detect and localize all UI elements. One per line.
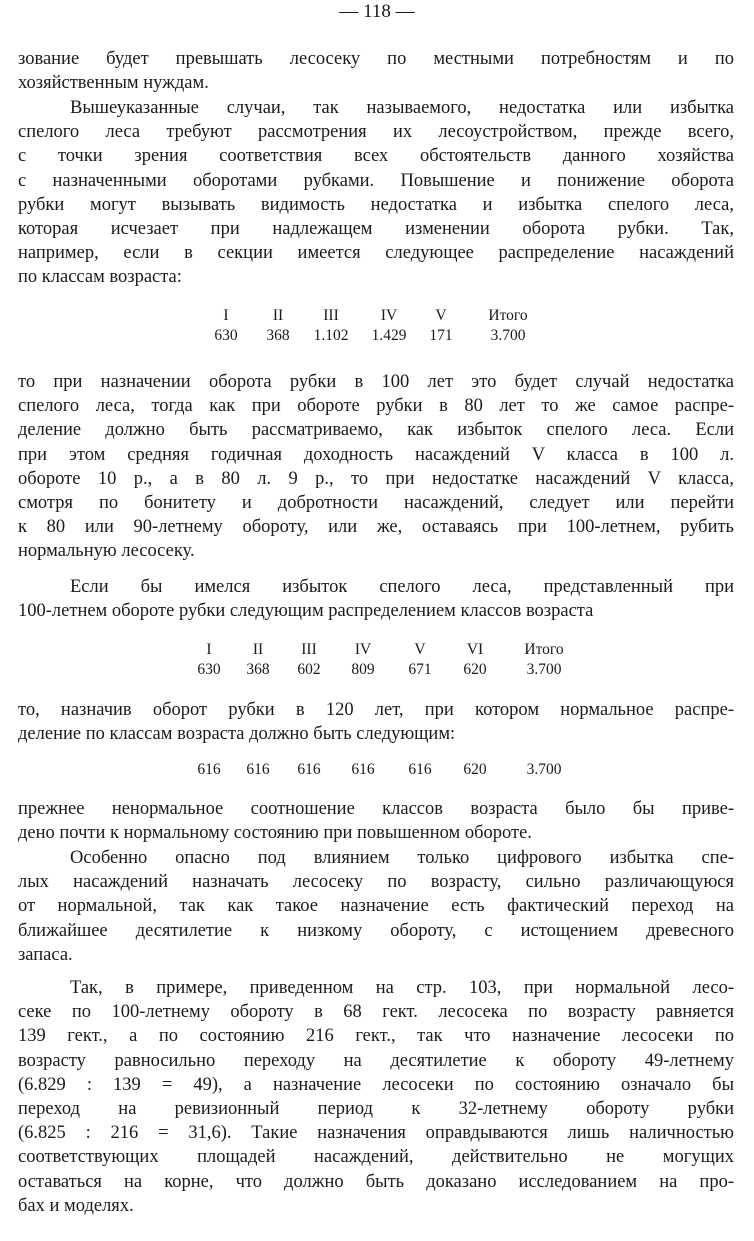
paragraph-4	[18, 575, 734, 623]
table-cell: IV	[354, 641, 372, 658]
table-cell: III	[323, 307, 339, 324]
table-cell: Итого	[524, 641, 564, 658]
text-line: с назначенными оборотами рубками. Повышение и понижение оборота	[18, 170, 734, 191]
paragraph-5	[18, 698, 734, 746]
table-row	[186, 760, 586, 780]
text-line: 100-летнем обороте рубки следующим распределением классов возраста	[18, 601, 594, 622]
table-cell: III	[301, 641, 317, 658]
table-cell: 616	[408, 761, 432, 778]
table-cell: I	[223, 307, 229, 324]
table-cell: 368	[266, 327, 290, 344]
table-cell: 630	[214, 327, 238, 344]
table-header-row	[200, 306, 554, 326]
text-line: то при назначении оборота рубки в 100 лет это будет случай недостатка	[18, 372, 734, 392]
text-line: оставаться на корне, что должно быть доказано исследованием на про-	[18, 1171, 734, 1192]
text-line: к 80 или 90-летнему обороту, или же, оставаясь при 100-летнем, рубить	[18, 517, 734, 538]
text-line: дено почти к нормальному состоянию при повышенном обороте.	[18, 823, 532, 844]
text-line: рубки могут вызывать видимость недостатка и избытка спелого леса,	[18, 194, 734, 215]
text-line: Так, в примере, приведенном на стр. 103, при нормальной лесо-	[70, 978, 734, 998]
age-class-table-1	[200, 306, 554, 346]
table-cell: 630	[197, 661, 221, 678]
text-line: например, если в секции имеется следующее распределение насаждений	[18, 243, 734, 264]
text-line: Вышеуказанные случаи, так называемого, недостатка или избытка	[70, 98, 734, 118]
table-cell: 616	[351, 761, 375, 778]
paragraph-7	[18, 846, 734, 967]
age-class-table-2	[186, 640, 586, 680]
paragraph-6	[18, 797, 734, 845]
table-cell: 3.700	[490, 327, 526, 344]
table-cell: 368	[246, 661, 270, 678]
text-line: то, назначив оборот рубки в 120 лет, при котором нормальное распре-	[18, 700, 734, 720]
table-cell: 1.102	[313, 327, 349, 344]
table-cell: IV	[380, 307, 398, 324]
table-row	[200, 326, 554, 346]
table-cell: V	[435, 307, 447, 324]
text-line: по классам возраста:	[18, 267, 182, 288]
table-cell: 620	[463, 661, 487, 678]
text-line: 139 гект., а по состоянию 216 гект., так что назначение лесосеки по	[18, 1026, 734, 1047]
text-line: обороте 10 р., а в 80 л. 9 р., то при недостатке насаждений V класса,	[18, 468, 734, 489]
table-cell: 620	[463, 761, 487, 778]
text-line: секе по 100-летнему обороту в 68 гект. лесосека по возрасту равняется	[18, 1002, 734, 1023]
table-cell: I	[206, 641, 212, 658]
text-line: переход на ревизионный период к 32-летнему обороту рубки	[18, 1099, 734, 1120]
text-line: деление должно быть рассматриваемо, как избыток спелого леса. Если	[18, 420, 734, 441]
table-cell: Итого	[488, 307, 528, 324]
text-line: нормальную лесосеку.	[18, 541, 195, 562]
table-row	[186, 660, 586, 680]
page-number: — 118 —	[339, 1, 415, 22]
table-cell: 3.700	[526, 661, 562, 678]
text-line: ближайшее десятилетие к низкому обороту, с истощением древесного	[18, 920, 734, 941]
paragraph-8	[18, 976, 734, 1218]
table-cell: 809	[351, 661, 375, 678]
text-line: соответствующих площадей насаждений, действительно не могущих	[18, 1147, 734, 1168]
text-line: Если бы имелся избыток спелого леса, представленный при	[70, 577, 734, 597]
text-line: спелого леса, тогда как при обороте рубки в 80 лет то же самое распре-	[18, 396, 734, 417]
text-line: прежнее ненормальное соотношение классов возраста было бы приве-	[18, 799, 734, 819]
table-cell: 671	[408, 661, 432, 678]
table-cell: II	[252, 641, 264, 658]
text-line: которая исчезает при надлежащем изменении оборота рубки. Так,	[18, 219, 734, 240]
text-line: Особенно опасно под влиянием только цифрового избытка спе-	[70, 848, 734, 868]
text-line: возрасту равносильно переходу на десятилетие к обороту 49-летнему	[18, 1050, 734, 1071]
text-line: лых насаждений назначать лесосеку по возрасту, сильно различающуюся	[18, 872, 734, 893]
paragraph-3	[18, 370, 734, 564]
text-line: смотря по бонитету и добротности насаждений, следует или перейти	[18, 493, 734, 514]
table-cell: 171	[429, 327, 453, 344]
text-line: зование будет превышать лесосеку по местными потребностям и по	[18, 49, 734, 69]
table-cell: 602	[297, 661, 321, 678]
text-line: с точки зрения соответствия всех обстоятельств данного хозяйства	[18, 146, 734, 167]
table-cell: 1.429	[371, 327, 407, 344]
table-cell: VI	[466, 641, 484, 658]
normal-distribution-table	[186, 760, 586, 780]
paragraph-2	[18, 96, 734, 290]
text-line: хозяйственным нуждам.	[18, 73, 209, 94]
text-line: (6.825 : 216 = 31,6). Такие назначения оправдываются лишь наличностью	[18, 1123, 734, 1144]
text-line: спелого леса требуют рассмотрения их лесоустройством, прежде всего,	[18, 122, 734, 143]
text-line: запаса.	[18, 944, 73, 965]
table-cell: 616	[197, 761, 221, 778]
paragraph-1	[18, 47, 734, 95]
table-cell: 616	[297, 761, 321, 778]
table-cell: 616	[246, 761, 270, 778]
text-line: при этом средняя годичная доходность насаждений V класса в 100 л.	[18, 444, 734, 465]
table-header-row	[186, 640, 586, 660]
table-cell: 3.700	[526, 761, 562, 778]
text-line: деление по классам возраста должно быть следующим:	[18, 724, 456, 745]
text-line: бах и моделях.	[18, 1195, 134, 1216]
table-cell: V	[414, 641, 426, 658]
text-line: от нормальной, так как такое назначение есть фактический переход на	[18, 896, 734, 917]
text-line: (6.829 : 139 = 49), а назначение лесосеки по состоянию означало бы	[18, 1074, 734, 1095]
table-cell: II	[272, 307, 284, 324]
